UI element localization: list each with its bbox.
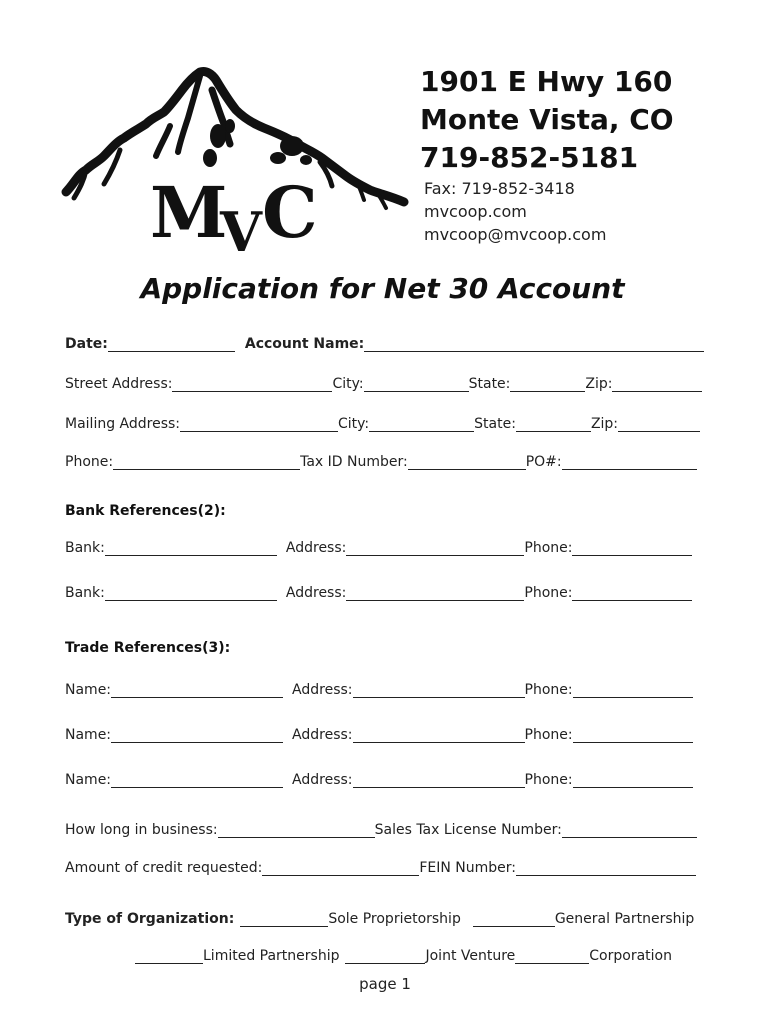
city-label: City: [332, 376, 364, 392]
mailing-zip-label: Zip: [590, 416, 619, 432]
trade-name-label: Name: [65, 727, 112, 743]
date-label: Date: [65, 336, 108, 352]
trade-address-field[interactable] [353, 727, 525, 743]
trade-name-field[interactable] [111, 682, 283, 698]
page-number: page 1 [359, 975, 411, 993]
trade-reference-row [65, 725, 693, 745]
bank-address-field[interactable] [346, 585, 524, 601]
city-state-heading: Monte Vista, CO [420, 103, 674, 136]
city-field[interactable] [364, 376, 469, 392]
bank-phone-field[interactable] [572, 540, 692, 556]
credit-requested-field[interactable] [262, 860, 419, 876]
general-partnership-blank[interactable] [473, 911, 555, 927]
bank-phone-label: Phone: [524, 540, 573, 556]
mailing-city-label: City: [338, 416, 370, 432]
mailing-address-label: Mailing Address: [65, 416, 181, 432]
logo-letter-m: M [150, 171, 228, 254]
trade-reference-row [65, 770, 693, 790]
account-name-label: Account Name: [244, 336, 365, 352]
zip-field[interactable] [612, 376, 702, 392]
trade-phone-label: Phone: [524, 682, 573, 698]
mailing-address-field[interactable] [180, 416, 338, 432]
trade-phone-label: Phone: [524, 772, 573, 788]
mailing-address-row [65, 414, 700, 434]
bank-address-label: Address: [285, 585, 347, 601]
tax-id-field[interactable] [408, 454, 526, 470]
sales-tax-field[interactable] [562, 822, 697, 838]
general-partnership-label: General Partnership [554, 911, 695, 927]
trade-phone-label: Phone: [524, 727, 573, 743]
credit-fein-row [65, 858, 696, 878]
trade-phone-field[interactable] [573, 682, 693, 698]
how-long-label: How long in business: [65, 822, 218, 838]
trade-address-label: Address: [292, 682, 353, 698]
state-field[interactable] [510, 376, 585, 392]
bank-address-field[interactable] [346, 540, 524, 556]
phone-tax-po-row [65, 452, 697, 472]
fein-field[interactable] [516, 860, 696, 876]
mailing-state-field[interactable] [516, 416, 591, 432]
trade-references-heading: Trade References(3): [65, 640, 231, 656]
street-address-row [65, 374, 702, 394]
bank-field[interactable] [105, 540, 277, 556]
trade-reference-row [65, 680, 693, 700]
zip-label: Zip: [585, 376, 613, 392]
bank-reference-row [65, 538, 692, 558]
po-field[interactable] [562, 454, 697, 470]
trade-name-label: Name: [65, 682, 112, 698]
bank-reference-row [65, 583, 692, 603]
limited-partnership-label: Limited Partnership [203, 948, 340, 964]
account-name-field[interactable] [364, 336, 704, 352]
trade-phone-field[interactable] [573, 772, 693, 788]
bank-phone-label: Phone: [524, 585, 573, 601]
trade-name-label: Name: [65, 772, 112, 788]
trade-address-field[interactable] [353, 682, 525, 698]
bank-label: Bank: [65, 540, 105, 556]
credit-requested-label: Amount of credit requested: [65, 860, 263, 876]
bank-references-heading: Bank References(2): [65, 503, 226, 519]
main-phone-heading: 719-852-5181 [420, 141, 639, 174]
mailing-city-field[interactable] [369, 416, 474, 432]
trade-phone-field[interactable] [573, 727, 693, 743]
sole-proprietorship-blank[interactable] [240, 911, 328, 927]
bank-field[interactable] [105, 585, 277, 601]
street-address-label: Street Address: [65, 376, 173, 392]
bank-label: Bank: [65, 585, 105, 601]
phone-field[interactable] [113, 454, 300, 470]
form-title: Application for Net 30 Account [140, 272, 625, 305]
limited-partnership-blank[interactable] [135, 948, 203, 964]
fein-label: FEIN Number: [419, 860, 516, 876]
corporation-label: Corporation [589, 948, 672, 964]
bank-address-label: Address: [285, 540, 347, 556]
trade-address-field[interactable] [353, 772, 525, 788]
sole-proprietorship-label: Sole Proprietorship [328, 911, 461, 927]
state-label: State: [468, 376, 511, 392]
trade-name-field[interactable] [111, 727, 283, 743]
how-long-field[interactable] [218, 822, 375, 838]
email: mvcoop@mvcoop.com [424, 225, 607, 244]
fax-number: Fax: 719-852-3418 [424, 179, 575, 198]
business-length-row [65, 820, 697, 840]
mailing-zip-field[interactable] [618, 416, 700, 432]
sales-tax-label: Sales Tax License Number: [374, 822, 562, 838]
tax-id-label: Tax ID Number: [300, 454, 408, 470]
trade-address-label: Address: [292, 727, 353, 743]
corporation-blank[interactable] [515, 948, 589, 964]
street-address-field[interactable] [172, 376, 332, 392]
trade-name-field[interactable] [111, 772, 283, 788]
street-address-heading: 1901 E Hwy 160 [420, 65, 673, 98]
organization-type-row-2 [135, 946, 672, 966]
joint-venture-label: Joint Venture [425, 948, 516, 964]
organization-type-row [65, 909, 694, 929]
trade-address-label: Address: [292, 772, 353, 788]
logo-letter-c: C [262, 171, 318, 254]
date-account-row [65, 334, 704, 354]
phone-label: Phone: [65, 454, 114, 470]
organization-type-label: Type of Organization: [65, 911, 235, 927]
po-label: PO#: [525, 454, 562, 470]
joint-venture-blank[interactable] [345, 948, 425, 964]
bank-phone-field[interactable] [572, 585, 692, 601]
date-field[interactable] [108, 336, 235, 352]
logo-letter-v: V [220, 200, 262, 264]
mailing-state-label: State: [474, 416, 516, 432]
website: mvcoop.com [424, 202, 527, 221]
